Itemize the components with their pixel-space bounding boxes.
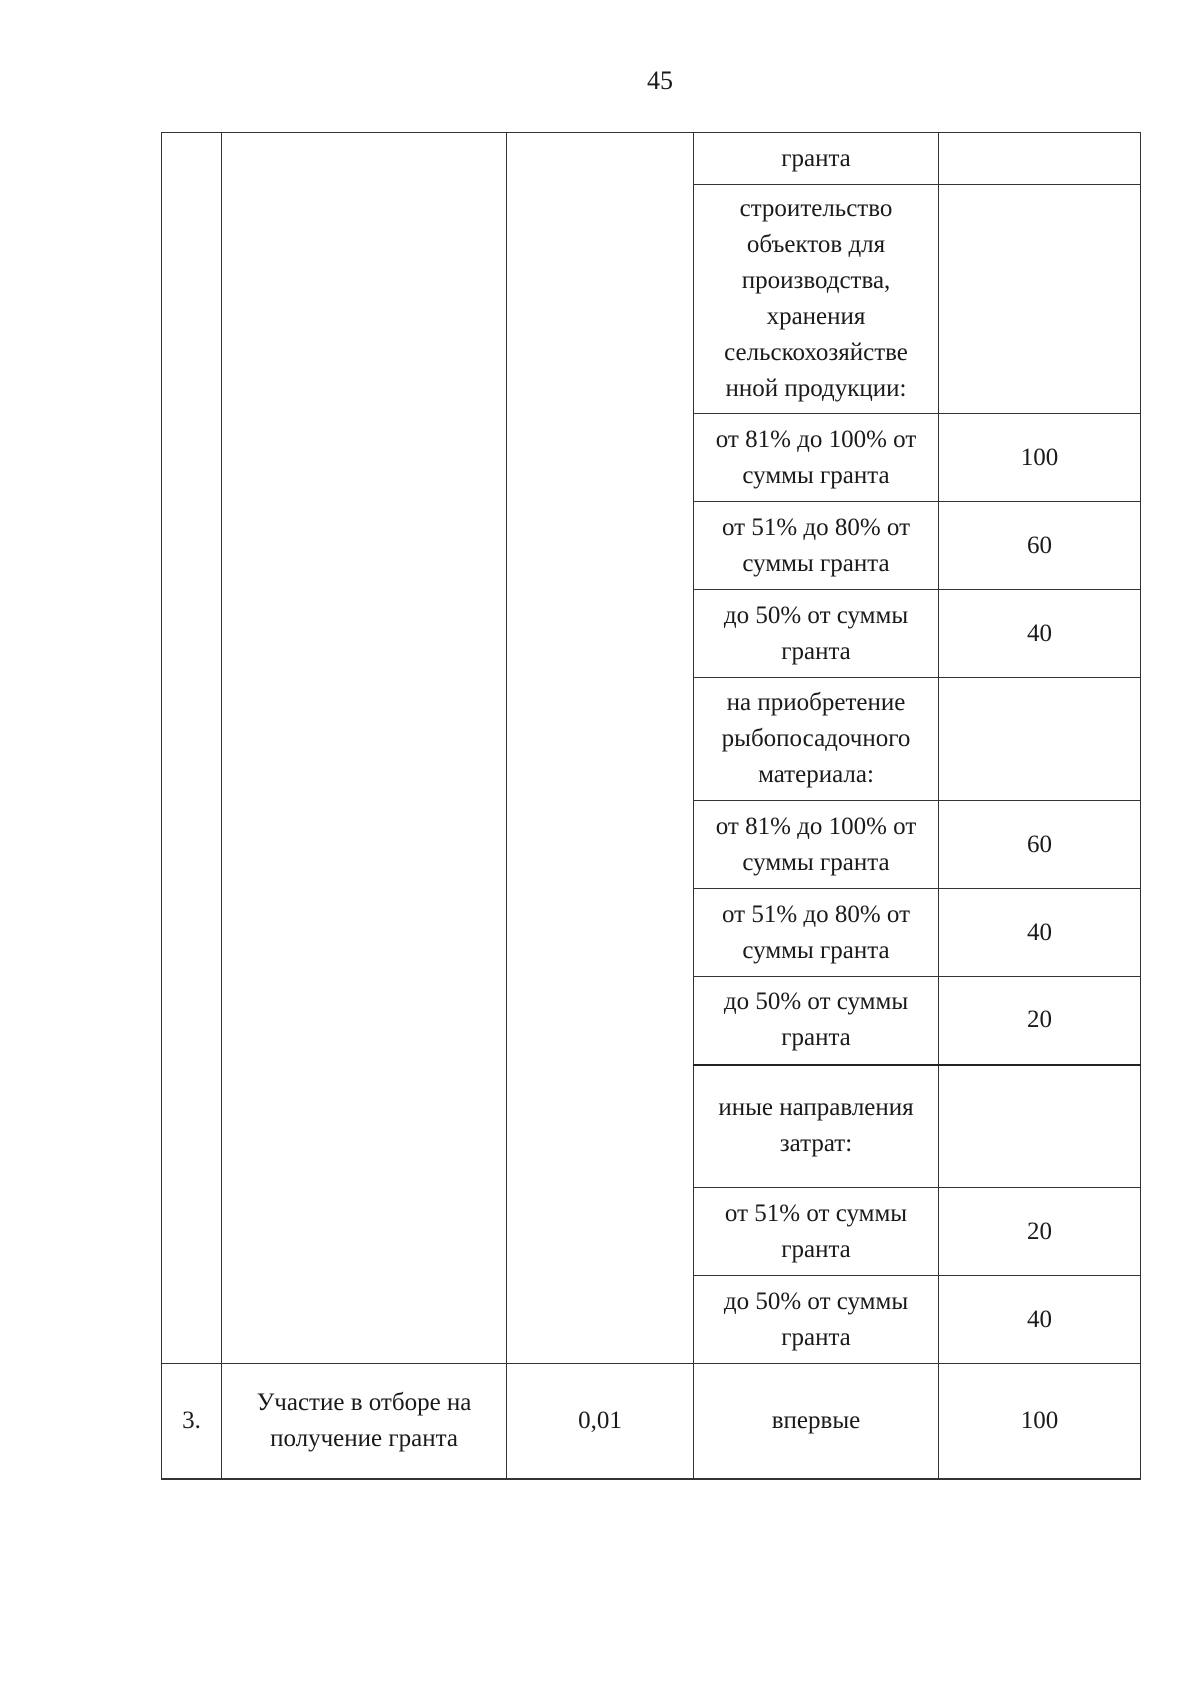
points-cell: 100: [939, 1364, 1141, 1479]
condition-cell: от 81% до 100% от суммы гранта: [694, 414, 939, 502]
points-cell: 100: [939, 414, 1141, 502]
points-cell: 60: [939, 801, 1141, 889]
condition-cell: иные направления затрат:: [694, 1065, 939, 1188]
condition-cell: на приобретение рыбопосадочного материала:: [694, 678, 939, 801]
condition-cell: от 51% до 80% от суммы гранта: [694, 502, 939, 590]
page-number: 45: [647, 66, 673, 95]
table-row: [162, 133, 1141, 185]
condition-cell: от 81% до 100% от суммы гранта: [694, 801, 939, 889]
condition-cell: от 51% до 80% от суммы гранта: [694, 889, 939, 977]
points-cell: [939, 1065, 1141, 1188]
points-cell: [939, 185, 1141, 414]
condition-cell: до 50% от суммы гранта: [694, 590, 939, 678]
criterion-name: Участие в отборе на получение гранта: [222, 1364, 507, 1479]
criterion-weight: 0,01: [507, 1364, 694, 1479]
criteria-table: [161, 132, 1141, 1480]
table-row: [162, 1364, 1141, 1479]
points-cell: 40: [939, 889, 1141, 977]
points-cell: 40: [939, 1276, 1141, 1364]
condition-cell: строительство объектов для производства, хранения сельскохозяйстве нной продукции:: [694, 185, 939, 414]
points-cell: 20: [939, 977, 1141, 1065]
criterion-number: 3.: [162, 1364, 222, 1479]
condition-cell: до 50% от суммы гранта: [694, 1276, 939, 1364]
condition-cell: гранта: [694, 133, 939, 185]
criterion-weight-cell: [507, 133, 694, 1364]
points-cell: 20: [939, 1188, 1141, 1276]
condition-cell: от 51% от суммы гранта: [694, 1188, 939, 1276]
points-cell: 40: [939, 590, 1141, 678]
points-cell: [939, 133, 1141, 185]
criterion-number-cell: [162, 133, 222, 1364]
points-cell: [939, 678, 1141, 801]
points-cell: 60: [939, 502, 1141, 590]
condition-cell: до 50% от суммы гранта: [694, 977, 939, 1065]
criterion-name-cell: [222, 133, 507, 1364]
condition-cell: впервые: [694, 1364, 939, 1479]
